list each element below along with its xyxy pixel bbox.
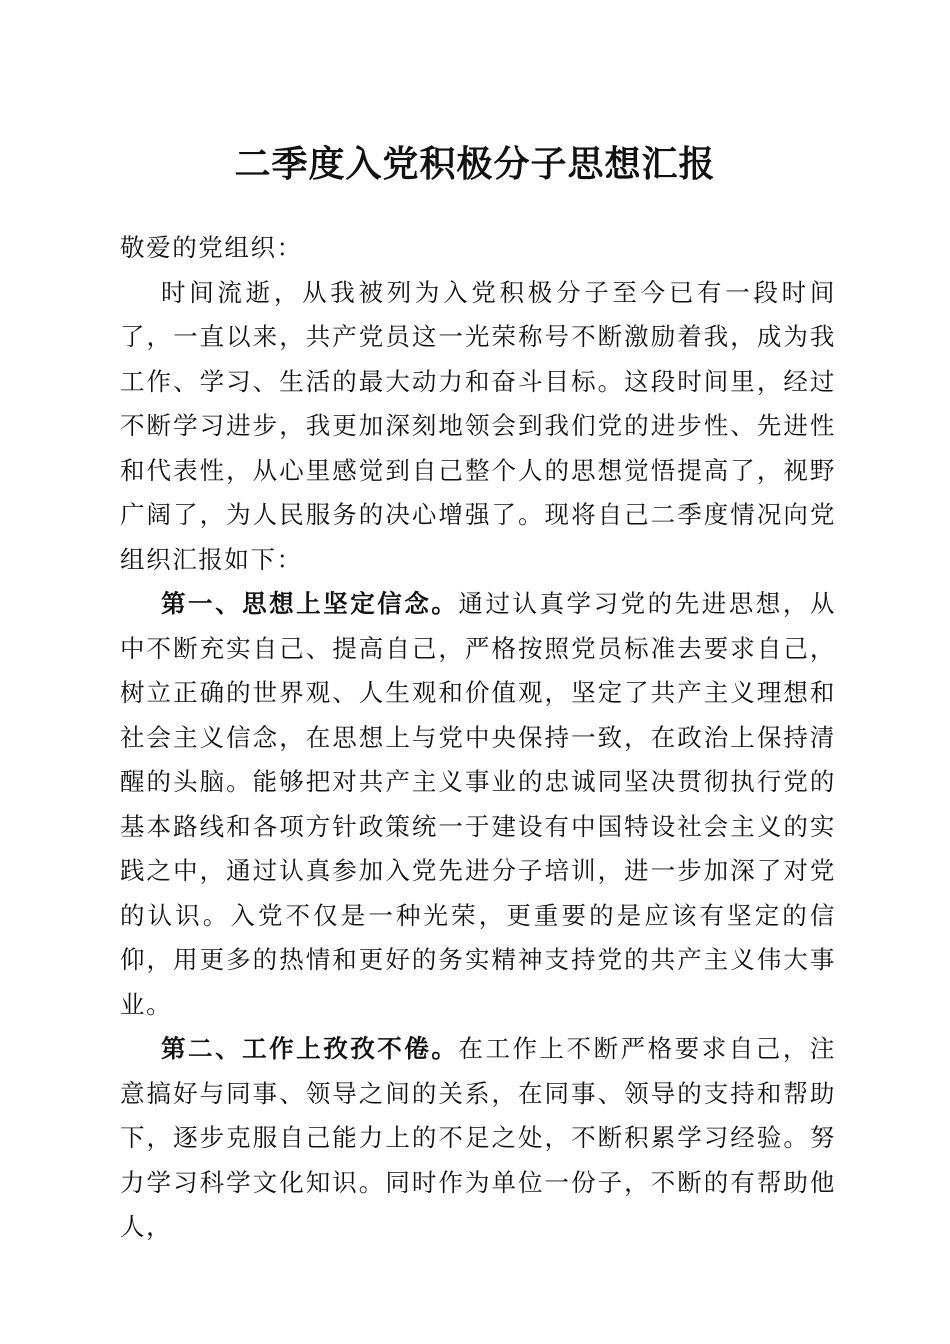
paragraph-intro bbox=[120, 271, 836, 583]
salutation: 敬爱的党组织： bbox=[120, 233, 303, 262]
paragraph-text: 在工作上不断严格要求自己，注意搞好与同事、领导之间的关系，在同事、领导的支持和帮助下，逐步克服自己能力上的不足之处，不断积累学习经验。努力学习科学文化知识。同时作为单位一份子，不断的有帮助他人， bbox=[120, 1034, 836, 1241]
document-body bbox=[120, 226, 836, 1250]
paragraph-text: 通过认真学习党的先进思想，从中不断充实自己、提高自己，严格按照党员标准去要求自己，树立正确的世界观、人生观和价值观，坚定了共产主义理想和社会主义信念，在思想上与党中央保持一致，在政治上保持清醒的头脑。能够把对共产主义事业的忠诚同坚决贯彻执行党的基本路线和各项方针政策统一于建设有中国特设社会主义的实践之中，通过认真参加入党先进分子培训，进一步加深了对党的认识。入党不仅是一种光荣，更重要的是应该有坚定的信仰，用更多的热情和更好的务实精神支持党的共产主义伟大事业。 bbox=[120, 589, 836, 1019]
paragraph-section-1 bbox=[120, 582, 836, 1027]
paragraph-section-2 bbox=[120, 1027, 836, 1250]
section-heading: 第二、工作上孜孜不倦。 bbox=[161, 1034, 459, 1063]
paragraph-text: 时间流逝，从我被列为入党积极分子至今已有一段时间了，一直以来，共产党员这一光荣称号不断激励着我，成为我工作、学习、生活的最大动力和奋斗目标。这段时间里，经过不断学习进步，我更加深刻地领会到我们党的进步性、先进性和代表性，从心里感觉到自己整个人的思想觉悟提高了，视野广阔了，为人民服务的决心增强了。现将自己二季度情况向党组织汇报如下： bbox=[120, 277, 836, 574]
document-title: 二季度入党积极分子思想汇报 bbox=[234, 143, 716, 185]
section-heading: 第一、思想上坚定信念。 bbox=[161, 589, 459, 618]
